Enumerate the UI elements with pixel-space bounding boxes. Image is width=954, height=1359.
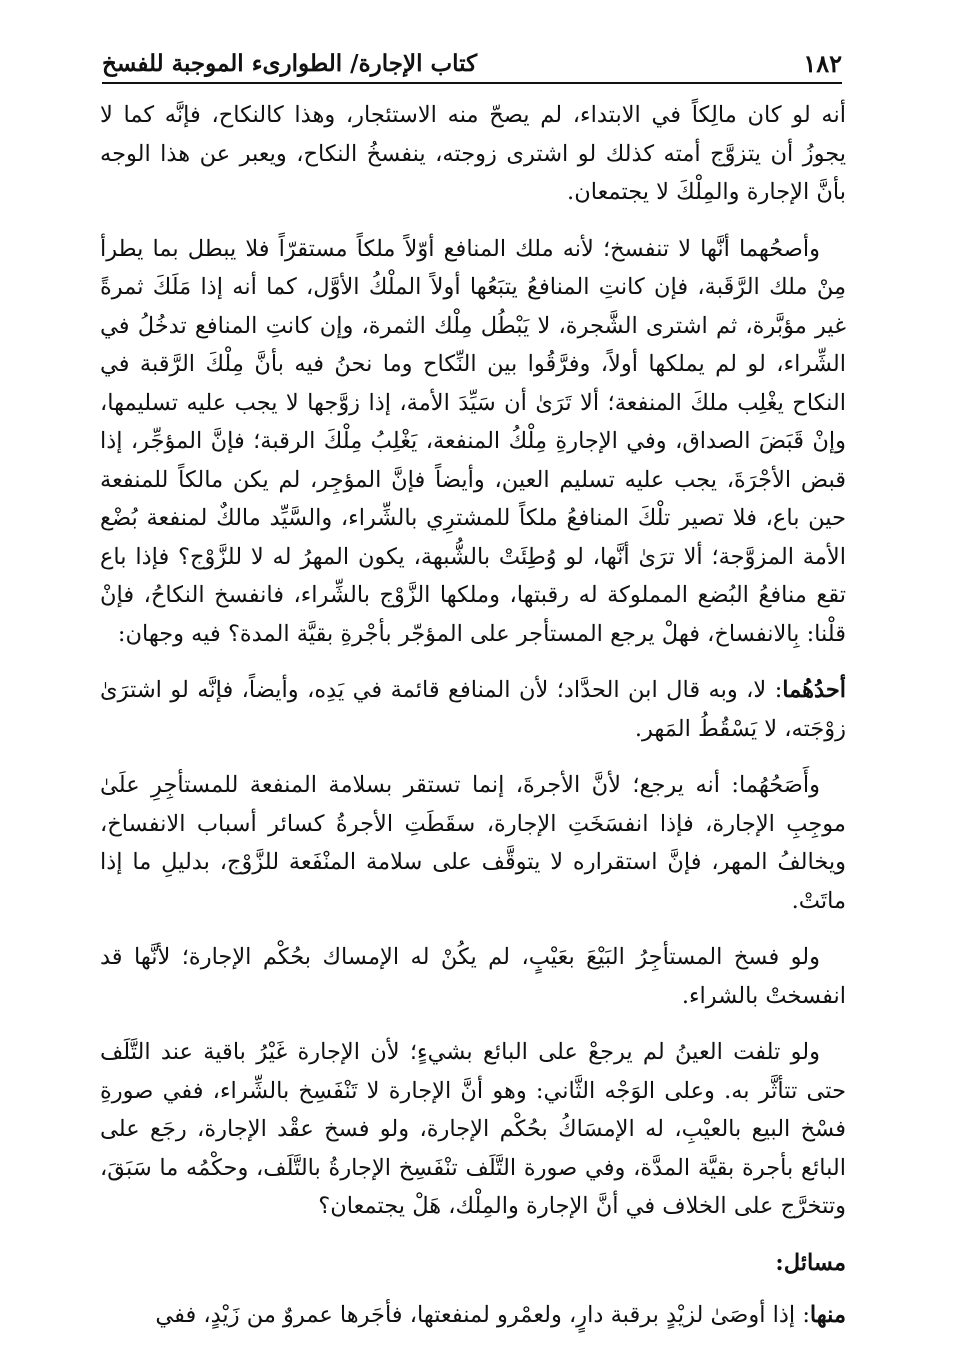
running-header — [102, 44, 842, 84]
paragraph-7-text: : إذا أوصَىٰ لزيْدٍ برقبة دارٍ، ولعمْرو لمنفعتها، فأجَرها عمروٌ من زَيْدٍ، ففي — [155, 1302, 810, 1328]
paragraph-5: ولو فسخ المستأجِرُ البَيْعَ بعَيْبٍ، لم يكُنْ له الإمساك بحُكْم الإجارة؛ لأنَّها قد انفسختْ بالشراء. — [100, 944, 846, 1009]
paragraph-7 — [100, 1296, 846, 1335]
term-first-view: أحدُهُما — [782, 677, 846, 703]
page-body — [100, 96, 846, 1353]
paragraph-3 — [100, 671, 846, 748]
paragraph-6: ولو تلفت العينُ لم يرجعْ على البائع بشيءٍ؛ لأن الإجارة غَيْرُ باقية عند التَّلَف حتى تتأثَّر به. وعلى الوَجْه الثَّاني: وهو أنَّ الإجارة لا تَنْفَسِخ بالشِّراء، ففي صورةِ فسْخ البيع بالعيْبِ، له الإمسَاكُ بحُكْم الإجارة، ولو فسخ عقْد الإجارة، رجَع على البائع بأجرة بقيَّة المدَّة، وفي صورة التَّلَف تنْفَسِخ الإجارةُ بالتَّلَف، وحكْمُه ما سَبَقَ، وتتخرَّج على الخلاف في أنَّ الإجارة والمِلْك، هَلْ يجتمعان؟ — [100, 1039, 846, 1219]
paragraph-3-text: : لا، وبه قال ابن الحدَّاد؛ لأن المنافع قائمة في يَدِه، وأيضاً، فإنَّه لو اشترَىٰ زوْجَته، لا يَسْقُطُ المَهر. — [100, 677, 846, 742]
paragraph-1: أنه لو كان مالِكاً في الابتداء، لم يصحّ منه الاستئجار، وهذا كالنكاح، فإنَّه كما لا يجوزُ أن يتزوَّج أمته كذلك لو اشترى زوجته، ينفسخُ النكاح، ويعبر عن هذا الوجه بأنَّ الإجارة والمِلْكَ لا يجتمعان. — [100, 102, 846, 205]
page-number: ١٨٢ — [803, 48, 842, 78]
paragraph-2: وأصحُهما أنَّها لا تنفسخ؛ لأنه ملك المنافع أوّلاً ملكاً مستقرّاً فلا يبطل بما يطرأ مِنْ ملك الرَّقَبة، فإن كانتِ المنافعُ يتبَعُها أولاً الملْكُ الأوَّل، كما أنه إذا مَلَكَ ثمرةً غير مؤبَّرة، ثم اشترى الشَّجرة، لا يَبْطُل مِلْك الثمرة، وإن كانتِ المنافع تدخُلُ في الشِّراء، لو لم يملكها أولاً، وفرَّقُوا بين النِّكاح وما نحنُ فيه بأنَّ مِلْكَ الرَّقبة في النكاح يغْلِب ملكَ المنفعة؛ ألا تَرَىٰ أن سَيِّدَ الأمة، إذا زوَّجها لا يجب عليه تسليمها، وإنْ قَبَضَ الصداق، وفي الإجارةِ مِلْكُ المنفعة، يَغْلِبُ مِلْكَ الرقبة؛ فإنَّ المؤجِّر، إذا قبض الأجْرَةَ، يجب عليه تسليم العين، وأيضاً فإنَّ المؤجِر، لم يكن مالكاً للمنفعة حين باع، فلا تصير تلْكَ المنافعُ ملكاً للمشترِي بالشِّراء، والسَّيِّد مالكٌ لمنفعة بُضْع الأمة المزوَّجة؛ ألا ترَىٰ أنَّها، لو وُطِئَتْ بالشُّبهة، يكون المهرُ له لا للزَّوْج؟ فإذا باع تقع منافعُ البُضع المملوكة له رقبتها، وملكها الزَّوْج بالشِّراء، فانفسخ النكاحُ، فإنْ قلْنا: بِالانفساخ، فهلْ يرجع المستأجر على المؤجّر بأجْرةِ بقيَّة المدة؟ فيه وجهان: — [100, 235, 846, 647]
term-among-them: منها — [809, 1302, 846, 1328]
running-title: كتاب الإجارة/ الطوارىء الموجبة للفسخ — [102, 49, 478, 77]
paragraph-4: وأَصَحُهُما: أنه يرجع؛ لأنَّ الأجرةَ، إنما تستقر بسلامة المنفعة للمستأجِرِ علَىٰ موجِبِ الإجارة، فإذا انفسَخَتِ الإجارة، سقَطَتِ الأجرةُ كسائر أسباب الانفساخ، ويخالفُ المهر، فإنَّ استقراره لا يتوقَّف على سلامة المنْفَعة للزَّوْج، بدليلِ ما إذا ماتَتْ. — [100, 772, 846, 914]
section-heading: مسائل: — [775, 1249, 846, 1276]
